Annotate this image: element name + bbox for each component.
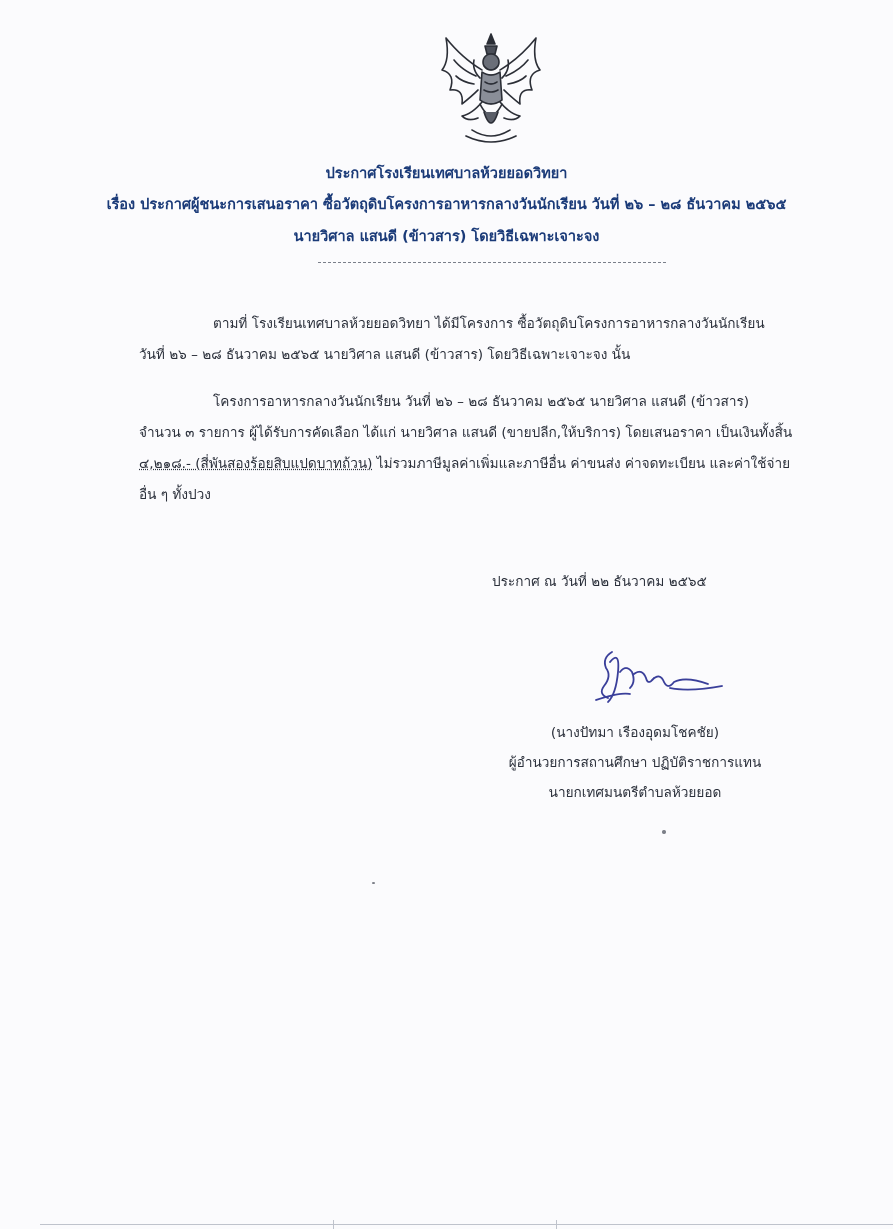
announcement-subject-continued: นายวิศาล แสนดี (ข้าวสาร) โดยวิธีเฉพาะเจาะจง bbox=[293, 229, 600, 245]
paragraph-preamble-line: ตามที่ โรงเรียนเทศบาลห้วยยอดวิทยา ได้มีโครงการ ซื้อวัตถุดิบโครงการอาหารกลางวันนักเรียน bbox=[213, 316, 765, 332]
award-amount: ๔,๒๑๘.- (สี่พันสองร้อยสิบแปดบาทถ้วน) bbox=[139, 456, 373, 472]
announcement-title: ประกาศโรงเรียนเทศบาลห้วยยอดวิทยา bbox=[325, 166, 568, 182]
scan-edge-mark bbox=[556, 1220, 557, 1229]
garuda-emblem-icon bbox=[432, 30, 550, 148]
scan-edge-mark bbox=[333, 1220, 334, 1229]
header-divider bbox=[318, 262, 666, 263]
scan-speck bbox=[662, 830, 666, 834]
signature-block bbox=[470, 718, 800, 808]
paragraph-award-line: โครงการอาหารกลางวันนักเรียน วันที่ ๒๖ – ๒๘ ธันวาคม ๒๕๖๕ นายวิศาล แสนดี (ข้าวสาร) bbox=[213, 394, 750, 410]
signatory-on-behalf: นายกเทศมนตรีตำบลห้วยยอด bbox=[548, 785, 722, 801]
announcement-date: ประกาศ ณ วันที่ ๒๒ ธันวาคม ๒๕๖๕ bbox=[492, 574, 707, 590]
paragraph-award-line: อื่น ๆ ทั้งปวง bbox=[139, 487, 211, 503]
announcement-subject: เรื่อง ประกาศผู้ชนะการเสนอราคา ซื้อวัตถุดิบโครงการอาหารกลางวันนักเรียน วันที่ ๒๖ – ๒๘ ธันวาคม ๒๕๖๕ bbox=[106, 197, 787, 213]
scan-bottom-edge bbox=[40, 1224, 893, 1225]
award-conditions: ไม่รวมภาษีมูลค่าเพิ่มและภาษีอื่น ค่าขนส่ง ค่าจดทะเบียน และค่าใช้จ่าย bbox=[372, 456, 791, 472]
paragraph-award-line bbox=[139, 449, 850, 480]
paragraph-award-line: จำนวน ๓ รายการ ผู้ได้รับการคัดเลือก ได้แก่ นายวิศาล แสนดี (ขายปลีก,ให้บริการ) โดยเสนอราคา เป็นเงินทั้งสิ้น bbox=[139, 425, 793, 441]
paragraph-award bbox=[139, 387, 850, 511]
handwritten-signature-icon bbox=[590, 642, 730, 712]
signatory-name: (นางปัทมา เรืองอุดมโชคชัย) bbox=[550, 725, 720, 741]
paragraph-preamble bbox=[139, 309, 850, 371]
paragraph-preamble-line: วันที่ ๒๖ – ๒๘ ธันวาคม ๒๕๖๕ นายวิศาล แสนดี (ข้าวสาร) โดยวิธีเฉพาะเจาะจง นั้น bbox=[139, 347, 631, 363]
scan-speck bbox=[372, 882, 375, 884]
signatory-position: ผู้อำนวยการสถานศึกษา ปฏิบัติราชการแทน bbox=[508, 755, 762, 771]
